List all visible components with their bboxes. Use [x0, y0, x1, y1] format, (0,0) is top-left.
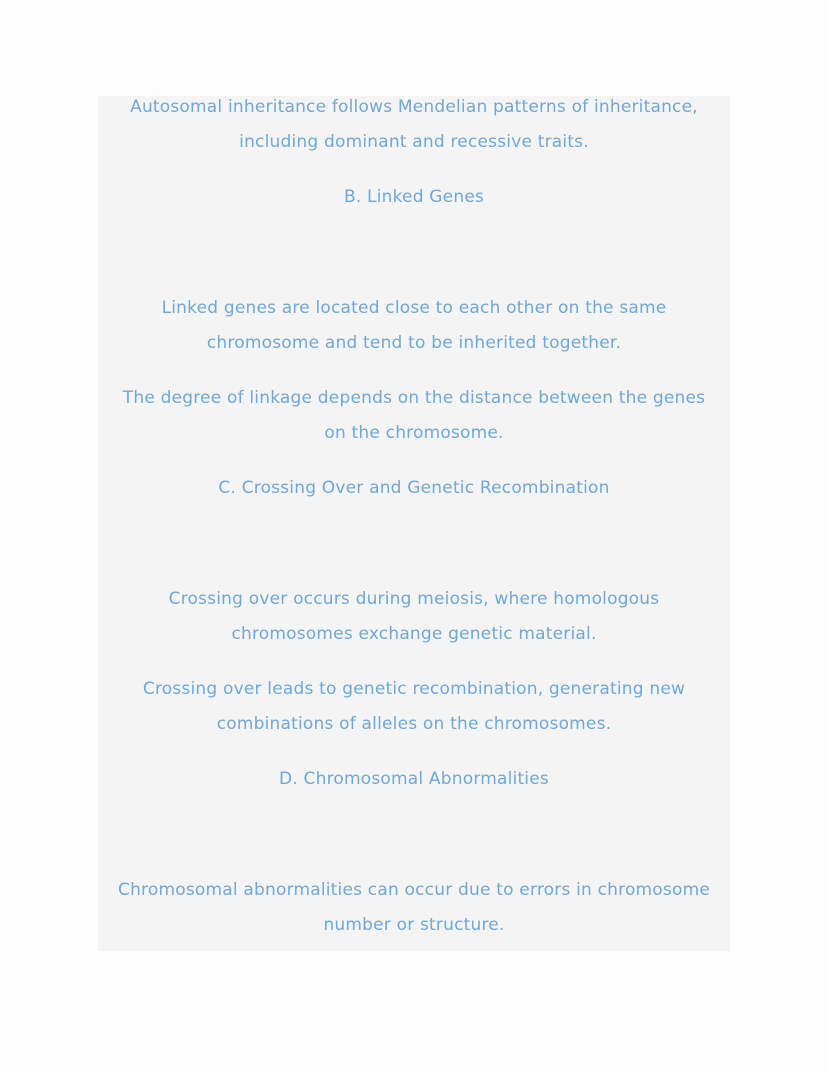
paragraph-crossing-over-line-1: Crossing over occurs during meiosis, where homologous: [168, 589, 660, 609]
paragraph-linkage-degree-line-2: on the chromosome.: [324, 423, 504, 443]
heading-crossing-over: C. Crossing Over and Genetic Recombination: [218, 478, 610, 498]
paragraph-autosomal-line-1: Autosomal inheritance follows Mendelian patterns of inheritance,: [130, 97, 698, 117]
paragraph-abnormalities-line-1: Chromosomal abnormalities can occur due to errors in chromosome: [118, 880, 710, 900]
paragraph-recombination-line-1: Crossing over leads to genetic recombination, generating new: [142, 679, 686, 699]
heading-chromosomal-abnormalities: D. Chromosomal Abnormalities: [279, 769, 549, 789]
paragraph-crossing-over-line-2: chromosomes exchange genetic material.: [231, 624, 597, 644]
document-content-panel: [98, 96, 730, 951]
paragraph-linkage-degree-line-1: The degree of linkage depends on the distance between the genes: [122, 388, 706, 408]
heading-linked-genes: B. Linked Genes: [343, 187, 485, 207]
paragraph-abnormalities-line-2: number or structure.: [323, 915, 505, 935]
paragraph-linked-genes-line-1: Linked genes are located close to each other on the same: [161, 298, 667, 318]
paragraph-recombination-line-2: combinations of alleles on the chromosomes.: [216, 714, 612, 734]
paragraph-linked-genes-line-2: chromosome and tend to be inherited together.: [206, 333, 622, 353]
paragraph-autosomal-line-2: including dominant and recessive traits.: [239, 132, 589, 152]
